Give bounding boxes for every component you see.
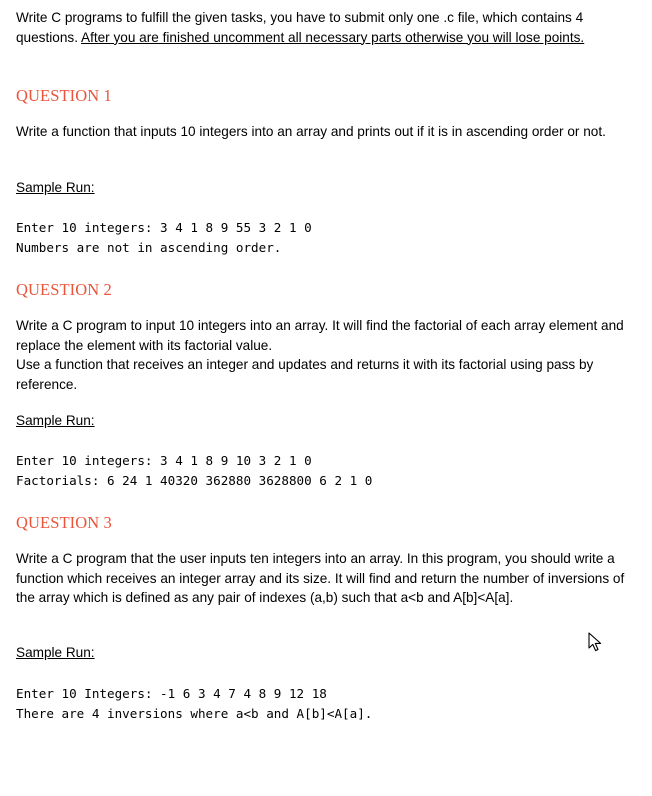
question-2-sample-line-2: Factorials: 6 24 1 40320 362880 3628800 6 2 1 0 — [16, 473, 373, 488]
mouse-pointer-icon — [588, 632, 604, 652]
question-1-heading: QUESTION 1 — [16, 86, 112, 105]
question-3-paragraph: Write a C program that the user inputs ten integers into an array. In this program, you should write a function which receives an integer array and its size. It will find and return the number of inversions of the array which is defined as any pair of indexes (a,b) such that a<b and A[b]<A[a]. — [16, 551, 625, 605]
question-1-sample-line-2: Numbers are not in ascending order. — [16, 240, 282, 255]
intro-warning: After you are finished uncomment all necessary parts otherwise you will lose points. — [81, 29, 585, 45]
question-2-paragraph-2: Use a function that receives an integer and updates and returns it with its factorial using pass by reference. — [16, 357, 594, 392]
question-1-sample-line-1: Enter 10 integers: 3 4 1 8 9 55 3 2 1 0 — [16, 220, 312, 235]
intro-text: Write C programs to fulfill the given tasks, you have to submit only one .c file, which contains 4 questions. — [16, 10, 584, 45]
question-2-heading: QUESTION 2 — [16, 280, 112, 299]
question-1-sample-label: Sample Run: — [16, 180, 95, 195]
question-2-paragraph-1: Write a C program to input 10 integers into an array. It will find the factorial of each array element and replace the element with its factorial value. — [16, 318, 624, 353]
question-3-sample-line-2: There are 4 inversions where a<b and A[b]<A[a]. — [16, 706, 373, 721]
question-1-paragraph: Write a function that inputs 10 integers into an array and prints out if it is in ascending order or not. — [16, 124, 606, 139]
question-2-sample-line-1: Enter 10 integers: 3 4 1 8 9 10 3 2 1 0 — [16, 453, 312, 468]
intro-paragraph — [16, 8, 628, 47]
question-3-sample-label: Sample Run: — [16, 645, 95, 660]
question-2-sample-label: Sample Run: — [16, 413, 95, 428]
question-3-sample-line-1: Enter 10 Integers: -1 6 3 4 7 4 8 9 12 18 — [16, 686, 327, 701]
question-3-heading: QUESTION 3 — [16, 513, 112, 532]
